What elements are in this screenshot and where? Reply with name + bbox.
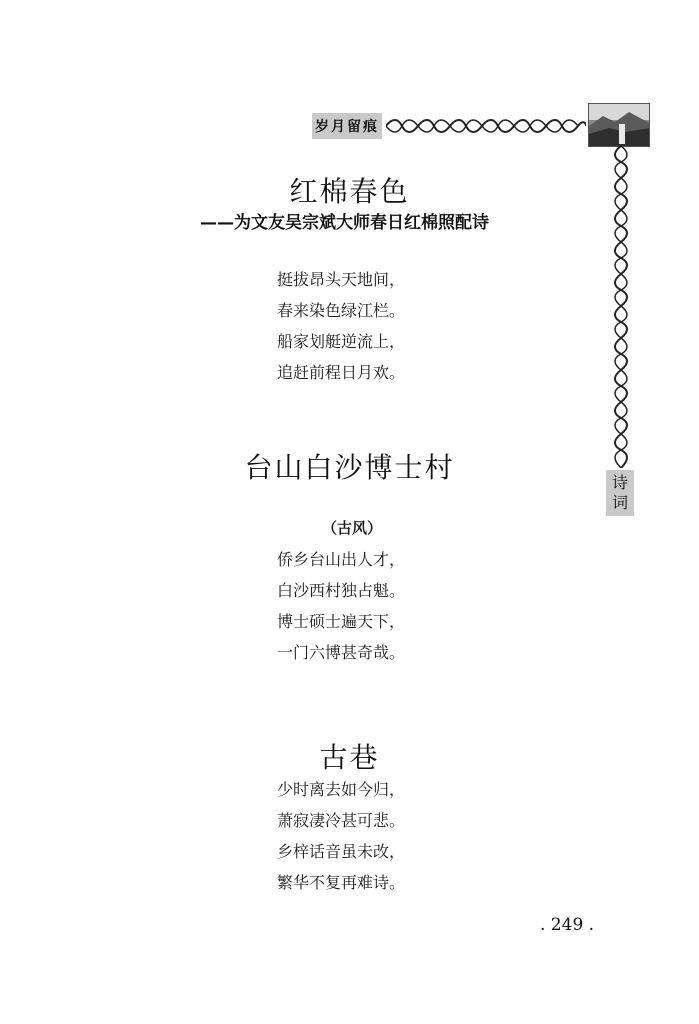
poem-line: 侨乡台山出人才， — [277, 550, 406, 569]
poem-3-body — [277, 774, 405, 898]
section-label: 岁月留痕 — [312, 113, 382, 139]
poem-line: 挺拔昂头天地间， — [277, 270, 406, 289]
side-tab-char-1: 诗 — [611, 473, 628, 492]
poem-line: 白沙西村独占魁。 — [277, 581, 406, 600]
poem-2-body — [277, 544, 405, 668]
poem-line: 繁华不复再难诗。 — [277, 873, 406, 892]
poem-line: 春来染色绿江栏。 — [277, 301, 406, 320]
landscape-photo — [588, 103, 650, 147]
poem-line: 乡梓话音虽未改， — [277, 842, 406, 861]
poem-line: 博士硕士遍天下， — [277, 612, 406, 631]
poem-1-subtitle: ——为文友吴宗斌大师春日红棉照配诗 — [200, 213, 489, 233]
decorative-border-horizontal — [386, 118, 586, 134]
page-number: . 249 . — [540, 915, 595, 935]
poem-2-style-note: （古风） — [321, 519, 382, 537]
poem-1-title: 红棉春色 — [289, 175, 410, 208]
poem-2-title: 台山白沙博士村 — [244, 451, 455, 484]
poem-1-body — [277, 264, 405, 388]
poem-line: 萧寂凄冷甚可悲。 — [277, 811, 406, 830]
poem-line: 少时离去如今归， — [277, 780, 406, 799]
poem-line: 追赶前程日月欢。 — [277, 363, 406, 382]
poem-line: 船家划艇逆流上， — [277, 332, 406, 351]
poem-line: 一门六博甚奇哉。 — [277, 643, 406, 662]
side-tab-char-2: 词 — [611, 493, 628, 512]
poem-3-title: 古巷 — [319, 741, 380, 774]
